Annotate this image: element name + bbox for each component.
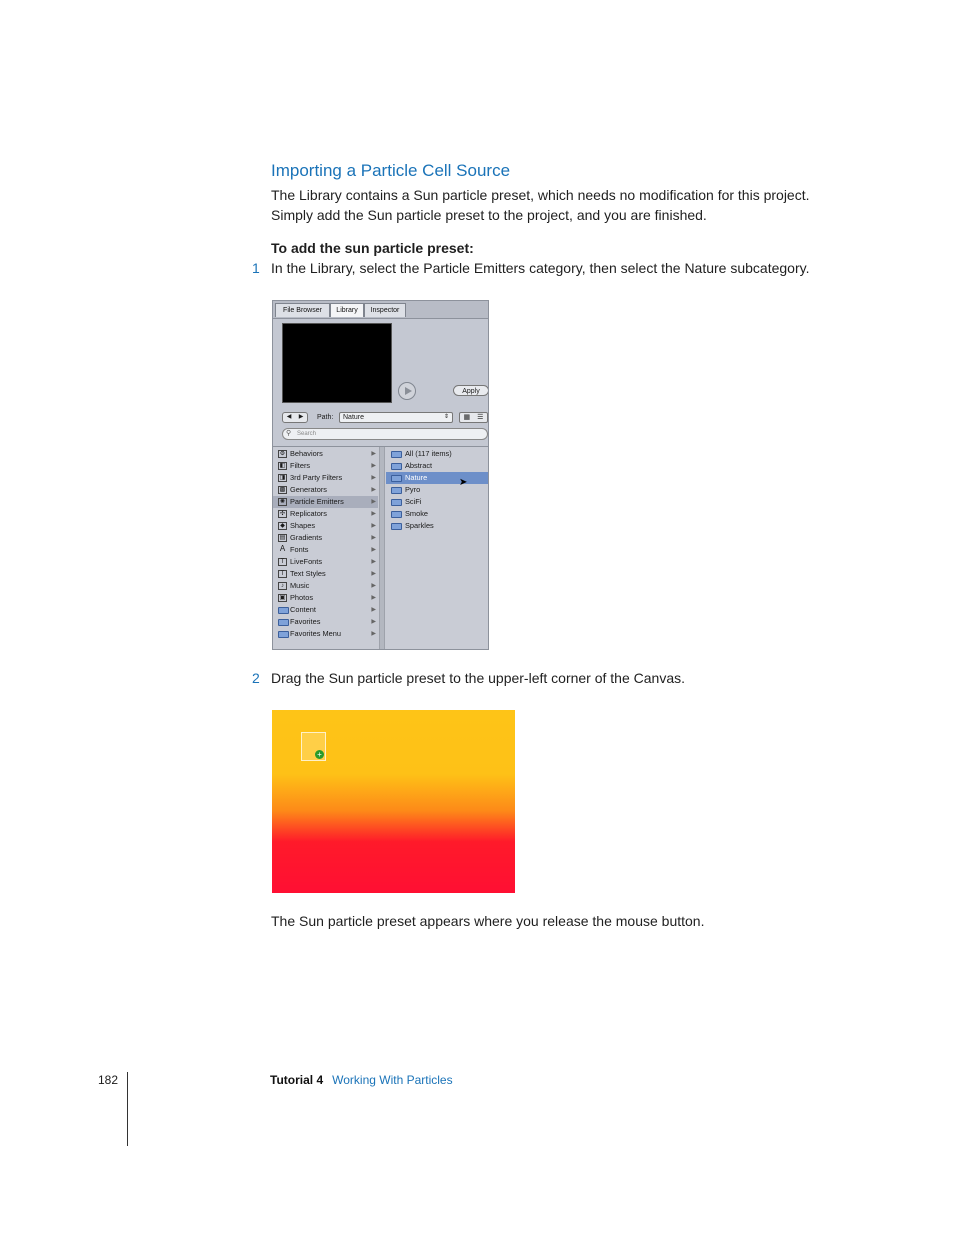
tab-library[interactable]: Library xyxy=(330,303,364,317)
step-2-text: Drag the Sun particle preset to the upper-left corner of the Canvas. xyxy=(271,670,686,686)
category-item[interactable]: Favorites ▶ xyxy=(273,616,378,628)
category-item[interactable]: ▣ Photos ▶ xyxy=(279,593,376,602)
filters-icon: ◧ xyxy=(279,463,286,469)
subcategory-item[interactable]: Sparkles xyxy=(386,520,489,532)
path-value: Nature xyxy=(343,414,365,421)
preview-area xyxy=(282,323,392,403)
category-item[interactable]: Favorites Menu ▶ xyxy=(273,628,378,640)
chevron-right-icon: ▶ xyxy=(371,583,376,589)
chevron-right-icon: ▶ xyxy=(371,535,376,541)
generators-icon: ▩ xyxy=(279,487,286,493)
chevron-right-icon: ▶ xyxy=(371,475,376,481)
photos-icon: ▣ xyxy=(279,595,286,601)
behaviors-icon: ⚙ xyxy=(279,451,286,457)
subcategory-item[interactable]: All (117 items) xyxy=(386,448,489,460)
category-item[interactable]: T LiveFonts ▶ xyxy=(273,556,378,568)
category-item[interactable]: ◧ Filters ▶ xyxy=(279,461,376,470)
step-1-number: 1 xyxy=(252,260,260,276)
subcategory-item-selected[interactable]: Nature xyxy=(386,472,489,484)
page-number: 182 xyxy=(98,1073,119,1087)
chevron-right-icon: ▶ xyxy=(371,463,376,469)
subcategory-column xyxy=(386,447,489,650)
subcategory-item[interactable]: SciFi xyxy=(386,496,489,508)
intro-line-2: Simply add the Sun particle preset to the project, and you are finished. xyxy=(271,207,707,223)
folder-icon xyxy=(391,487,402,494)
chevron-right-icon: ▶ xyxy=(371,619,376,625)
chevron-right-icon: ▶ xyxy=(371,571,376,577)
gradients-icon: ▤ xyxy=(279,535,286,541)
folder-icon xyxy=(391,523,402,530)
chevron-right-icon: ▶ xyxy=(371,511,376,517)
search-icon: ⚲ xyxy=(286,430,292,437)
updown-icon: ⇕ xyxy=(443,414,449,420)
category-column xyxy=(273,447,378,650)
chevron-right-icon: ▶ xyxy=(371,595,376,601)
folder-icon xyxy=(278,631,289,638)
shapes-icon: ◆ xyxy=(278,522,287,530)
category-item[interactable]: ▩ Generators ▶ xyxy=(279,485,376,494)
subcategory-item[interactable]: Abstract xyxy=(386,460,489,472)
sun-preset-drag-icon[interactable] xyxy=(301,732,326,761)
chevron-right-icon: ▶ xyxy=(371,607,376,613)
add-plus-icon: + xyxy=(315,750,324,759)
category-item[interactable]: T Text Styles ▶ xyxy=(273,568,378,580)
panel-tabs xyxy=(273,301,488,319)
tab-file-browser[interactable]: File Browser xyxy=(275,303,330,317)
category-item[interactable]: ♪ Music ▶ xyxy=(273,580,378,592)
footer-divider xyxy=(127,1072,128,1146)
icon-view-icon[interactable]: ▦ xyxy=(463,414,471,421)
intro-line-1: The Library contains a Sun particle preset, which needs no modification for this project. xyxy=(271,187,810,203)
subcategory-item[interactable]: Smoke xyxy=(386,508,489,520)
footer-chapter xyxy=(270,1073,453,1087)
library-browser xyxy=(273,446,488,650)
column-divider[interactable] xyxy=(379,447,385,650)
chevron-right-icon: ▶ xyxy=(371,499,376,505)
path-select[interactable] xyxy=(339,412,453,423)
folder-icon xyxy=(391,511,402,518)
music-icon: ♪ xyxy=(278,582,287,590)
category-item[interactable]: ⚙ Behaviors ▶ xyxy=(279,449,376,458)
fonts-icon: A xyxy=(279,544,286,553)
chevron-right-icon: ▶ xyxy=(371,631,376,637)
folder-icon xyxy=(391,463,402,470)
list-view-icon[interactable]: ☰ xyxy=(477,414,484,421)
chevron-right-icon: ▶ xyxy=(371,547,376,553)
folder-icon xyxy=(391,499,402,506)
play-button[interactable] xyxy=(398,382,416,400)
back-arrow-icon[interactable]: ◀ xyxy=(286,414,292,420)
replicators-icon: ✣ xyxy=(279,511,286,517)
step-1-text: In the Library, select the Particle Emitters category, then select the Nature subcategory. xyxy=(271,260,810,276)
tab-inspector[interactable]: Inspector xyxy=(364,303,406,317)
intro-paragraph xyxy=(271,185,810,225)
chevron-right-icon: ▶ xyxy=(371,451,376,457)
path-label: Path: xyxy=(317,414,334,421)
category-item-selected[interactable]: ✺ Particle Emitters ▶ xyxy=(273,496,378,508)
category-item[interactable]: ✣ Replicators ▶ xyxy=(279,509,376,518)
view-toggle xyxy=(459,412,488,423)
section-heading: Importing a Particle Cell Source xyxy=(271,161,511,180)
folder-icon xyxy=(278,619,289,626)
folder-icon xyxy=(391,475,402,482)
forward-arrow-icon[interactable]: ▶ xyxy=(298,414,304,420)
chapter-title-link[interactable]: Working With Particles xyxy=(332,1073,453,1087)
chevron-right-icon: ▶ xyxy=(371,559,376,565)
category-item[interactable]: A Fonts ▶ xyxy=(279,544,376,554)
category-item[interactable]: ▤ Gradients ▶ xyxy=(279,533,376,542)
folder-icon xyxy=(278,607,289,614)
result-text: The Sun particle preset appears where you release the mouse button. xyxy=(271,913,705,929)
search-input[interactable] xyxy=(282,428,488,440)
chevron-right-icon: ▶ xyxy=(371,523,376,529)
chevron-right-icon: ▶ xyxy=(371,487,376,493)
third-party-filters-icon: ◨ xyxy=(279,475,286,481)
category-item[interactable]: ◨ 3rd Party Filters ▶ xyxy=(279,473,376,482)
library-panel xyxy=(272,300,489,650)
category-item[interactable]: Content ▶ xyxy=(273,604,378,616)
subcategory-item[interactable]: Pyro xyxy=(386,484,489,496)
category-item[interactable]: ◆ Shapes ▶ xyxy=(273,520,378,532)
chapter-label: Tutorial 4 xyxy=(270,1073,324,1087)
mouse-pointer-icon: ➤ xyxy=(459,477,468,488)
step-2-number: 2 xyxy=(252,670,260,686)
search-placeholder: Search xyxy=(297,431,317,437)
canvas-view[interactable] xyxy=(272,710,515,893)
apply-button[interactable]: Apply xyxy=(453,385,489,396)
procedure-title: To add the sun particle preset: xyxy=(271,240,474,256)
particle-emitters-icon: ✺ xyxy=(279,499,286,505)
text-styles-icon: T xyxy=(278,570,287,578)
folder-icon xyxy=(391,451,402,458)
livefonts-icon: T xyxy=(278,558,287,566)
nav-buttons xyxy=(282,412,308,423)
